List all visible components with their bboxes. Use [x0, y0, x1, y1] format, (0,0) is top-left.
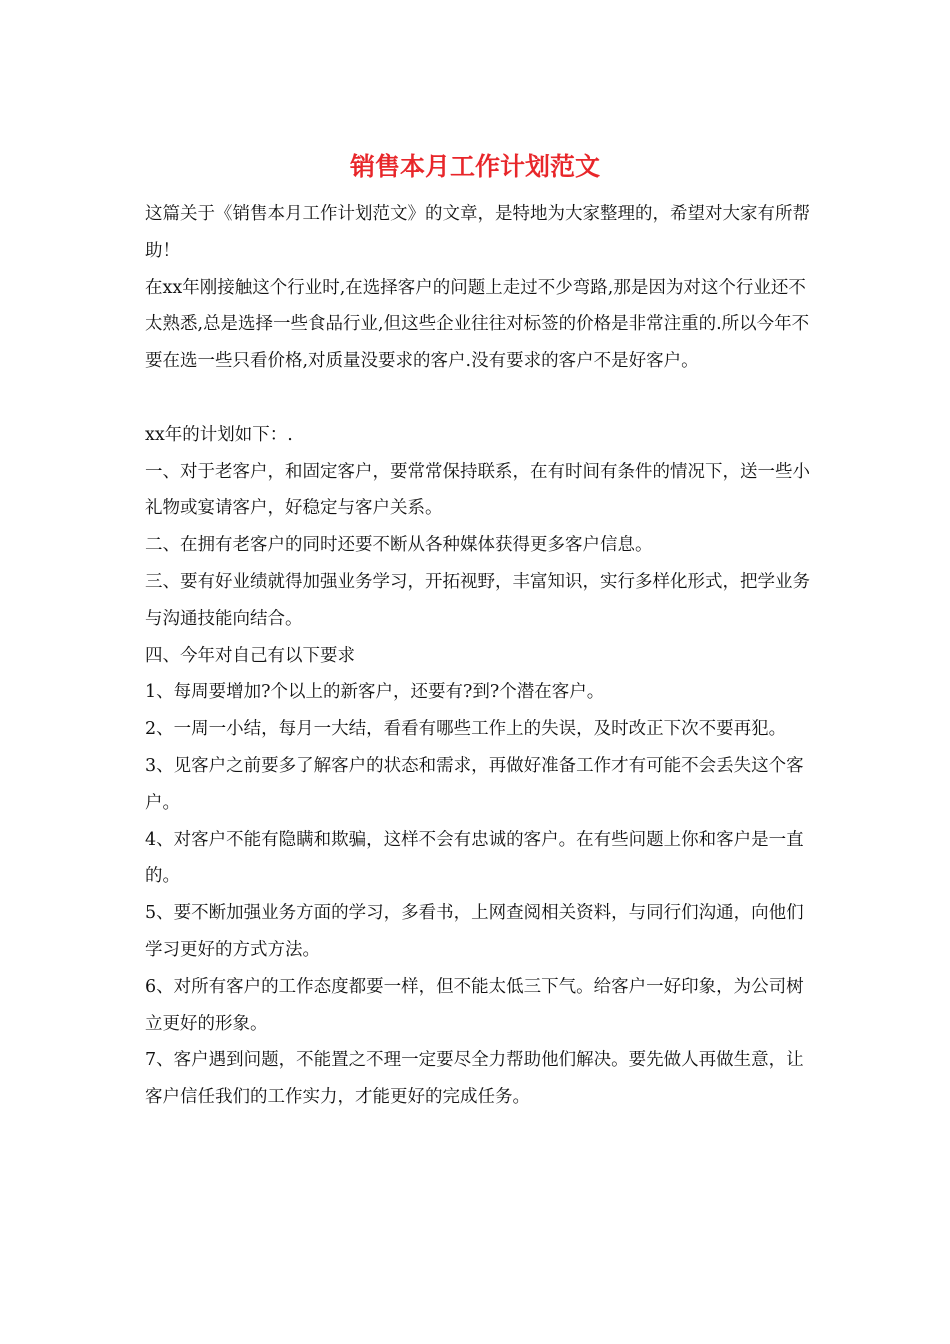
requirement-7: 7、客户遇到问题，不能置之不理一定要尽全力帮助他们解决。要先做人再做生意，让客户信任我们的工作实力，才能更好的完成任务。: [145, 1050, 804, 1108]
plan-heading: xx年的计划如下：.: [145, 424, 293, 445]
document-title: 销售本月工作计划范文: [349, 152, 600, 181]
paragraph-spacer: [145, 380, 810, 417]
requirement-1: 1、每周要增加?个以上的新客户，还要有?到?个潜在客户。: [145, 682, 605, 703]
requirement-4: 4、对客户不能有隐瞒和欺骗，这样不会有忠诚的客户。在有些问题上你和客户是一直的。: [145, 829, 804, 887]
requirement-5: 5、要不断加强业务方面的学习，多看书，上网查阅相关资料，与同行们沟通，向他们学习更好的方式方法。: [145, 903, 804, 960]
background-paragraph: 在xx年刚接触这个行业时,在选择客户的问题上走过不少弯路,那是因为对这个行业还不太熟悉,总是选择一些食品行业,但这些企业往往对标签的价格是非常注重的.所以今年不要在选一些只看价格,对质量没要求的客户.没有要求的客户不是好客户。: [145, 277, 810, 372]
requirement-6: 6、对所有客户的工作态度都要一样，但不能太低三下气。给客户一好印象，为公司树立更好的形象。: [145, 976, 804, 1034]
intro-paragraph: 这篇关于《销售本月工作计划范文》的文章，是特地为大家整理的，希望对大家有所帮助！: [145, 204, 810, 261]
plan-item-1: 一、对于老客户，和固定客户，要常常保持联系，在有时间有条件的情况下，送一些小礼物或宴请客户，好稳定与客户关系。: [145, 461, 810, 519]
plan-item-2: 二、在拥有老客户的同时还要不断从各种媒体获得更多客户信息。: [145, 535, 653, 556]
document-body: [145, 196, 810, 1116]
plan-item-3: 三、要有好业绩就得加强业务学习，开拓视野，丰富知识，实行多样化形式，把学业务与沟通技能向结合。: [145, 571, 810, 629]
requirement-2: 2、一周一小结，每月一大结，看看有哪些工作上的失误，及时改正下次不要再犯。: [145, 719, 787, 740]
requirement-3: 3、见客户之前要多了解客户的状态和需求，再做好准备工作才有可能不会丢失这个客户。: [145, 755, 804, 813]
plan-item-4: 四、今年对自己有以下要求: [145, 645, 355, 666]
